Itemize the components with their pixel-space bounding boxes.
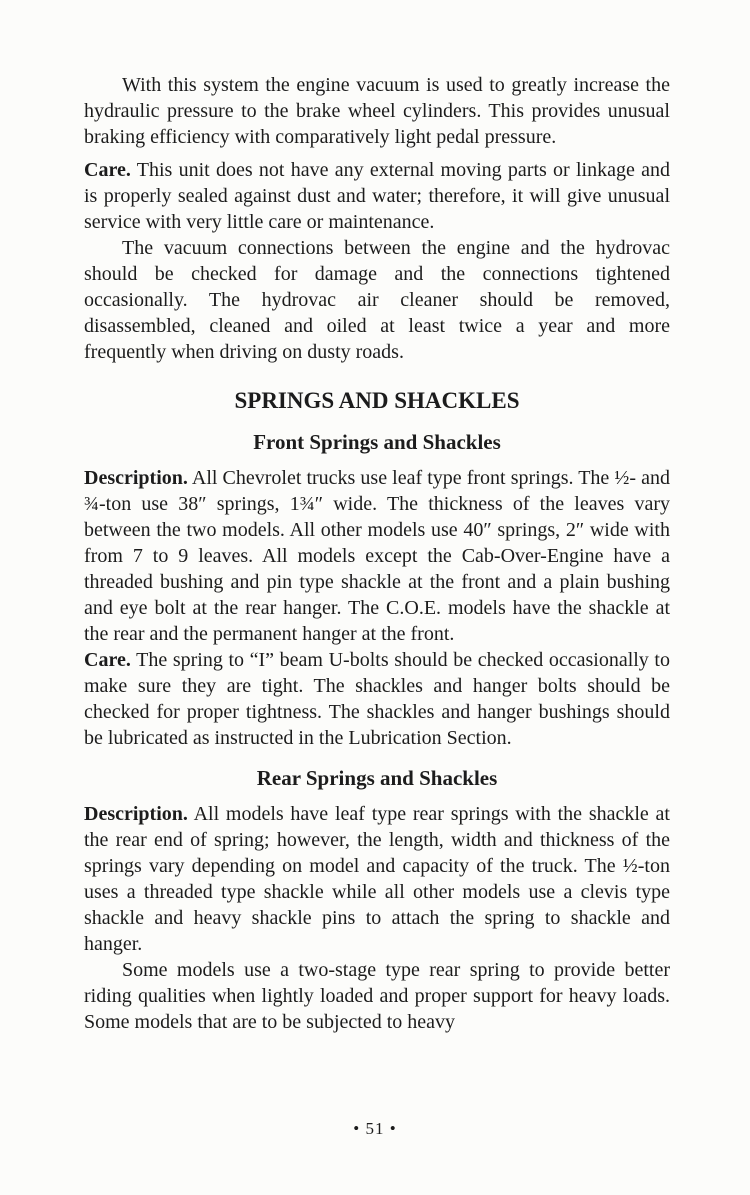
subsection-heading-front-springs: Front Springs and Shackles: [253, 430, 501, 454]
paragraph-lead-description: Description.: [84, 803, 188, 825]
paragraph-brake-vacuum-intro: With this system the engine vacuum is used to greatly increase the hydraulic pressure to the brake wheel cylinders. This provides unusual braking efficiency with comparatively light pedal pressure.: [84, 74, 670, 148]
paragraph-two-stage-springs: Some models use a two-stage type rear spring to provide better riding qualities when lightly loaded and proper support for heavy loads. Some models that are to be subjected to heavy: [84, 959, 670, 1033]
paragraph-front-springs-description: [84, 465, 670, 647]
paragraph-vacuum-connections: The vacuum connections between the engine and the hydrovac should be checked for damage and the connections tightened occasionally. The hydrovac air cleaner should be removed, disassembled, cleaned and oiled at least twice a year and more frequently when driving on dusty roads.: [84, 237, 670, 363]
paragraph-lead-care: Care.: [84, 159, 131, 181]
paragraph-text: This unit does not have any external moving parts or linkage and is properly sealed against dust and water; therefore, it will give unusual service with very little care or maintenance.: [84, 159, 670, 233]
paragraph-lead-description: Description.: [84, 467, 188, 489]
subsection-heading-rear-springs: Rear Springs and Shackles: [256, 766, 498, 790]
paragraph-text: The spring to “I” beam U-bolts should be checked occasionally to make sure they are tight. The shackles and hanger bolts should be checked for proper tightness. The shackles and hanger bushings should be lubricated as instructed in the Lubrication Section.: [84, 649, 670, 749]
paragraph-text: All models have leaf type rear springs with the shackle at the rear end of spring; however, the length, width and thickness of the springs vary depending on model and capacity of the truck. The ½-ton uses a threaded type shackle while all other models use a clevis type shackle and heavy shackle pins to attach the spring to shackle and hanger.: [84, 803, 670, 955]
page-content: [84, 72, 670, 1035]
paragraph-hydrovac-care: [84, 157, 670, 235]
paragraph-front-springs-care: [84, 647, 670, 751]
paragraph-rear-springs-description: [84, 801, 670, 957]
page-number: • 51 •: [353, 1119, 397, 1138]
section-heading-springs-and-shackles: SPRINGS AND SHACKLES: [234, 388, 520, 413]
paragraph-text: All Chevrolet trucks use leaf type front springs. The ½- and ¾-ton use 38″ springs, 1¾″ wide. The thickness of the leaves vary between the two models. All other models use 40″ springs, 2″ wide with from 7 to 9 leaves. All models except the Cab-Over-Engine have a threaded bushing and pin type shackle at the front and a plain bushing and eye bolt at the rear hanger. The C.O.E. models have the shackle at the rear and the permanent hanger at the front.: [84, 467, 670, 645]
paragraph-lead-care: Care.: [84, 649, 131, 671]
